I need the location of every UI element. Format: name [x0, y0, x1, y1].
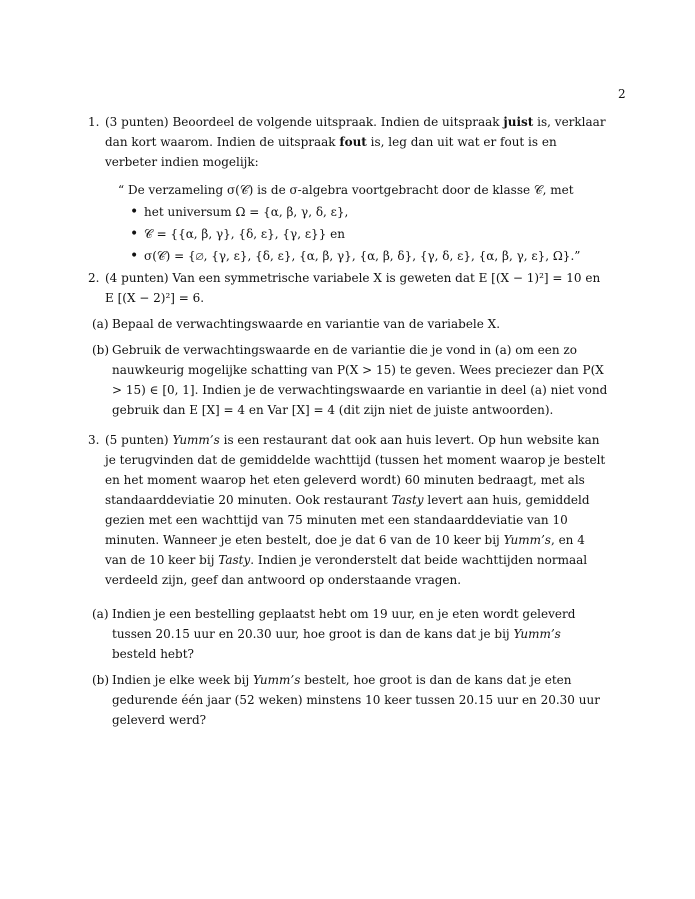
subquestion-text-part-1: Indien je een bestelling geplaatst hebt om 19 uur, en je eten wordt geleverd tussen 20.15 uur en 20.30 uur, hoe groot is dan de kans dat je bij: [112, 607, 576, 641]
text-part-2: levert aan huis, gemiddeld gezien met een wachttijd van 75 minuten met een standaarddeviatie van 10 minuten. Wanneer je eten bestelt, doe je dat 6 van de 10 keer bij: [105, 493, 590, 547]
restaurant-tasty: Tasty: [391, 493, 424, 507]
question-2-text: (4 punten) Van een symmetrische variabele X is geweten dat E [(X − 1)²] = 10 en E [(X − 2)²] = 6.: [105, 271, 601, 305]
text-part-4: . Indien je veronderstelt dat beide wachttijden normaal verdeeld zijn, geef dan antwoord op onderstaande vragen.: [105, 553, 588, 587]
subquestion-b: [88, 670, 608, 730]
question-number: 1.: [88, 115, 100, 129]
question-1: [88, 112, 608, 266]
word-juist: juist: [503, 115, 534, 129]
question-3-text: [105, 430, 608, 590]
text-part-1: is een restaurant dat ook aan huis levert. Op hun website kan je terugvinden dat de gemiddelde wachttijd (tussen het moment waarop je bestelt en het moment waarop het eten geleverd wordt) 60 minuten bedraagt, met als standaarddeviatie 20 minuten. Ook restaurant: [105, 433, 606, 507]
points: (3 punten): [105, 115, 169, 129]
question-number: 3.: [88, 433, 100, 447]
subquestion-text: Bepaal de verwachtingswaarde en variantie van de variabele X.: [112, 317, 501, 331]
restaurant-yumms: Yumm’s: [172, 433, 220, 447]
question-number: 2.: [88, 271, 100, 285]
subquestion-label: (a): [92, 607, 109, 621]
question-2: [88, 268, 608, 420]
page-number: 2: [618, 87, 626, 101]
statement-quote: [118, 180, 608, 266]
subquestion-b: [88, 340, 608, 420]
bullet-item: • het universum Ω = {α, β, γ, δ, ε},: [130, 202, 608, 222]
subquestion-a: [88, 314, 608, 334]
bullet-item: • 𝒞 = {{α, β, γ}, {δ, ε}, {γ, ε}} en: [130, 224, 608, 244]
word-fout: fout: [339, 135, 367, 149]
subquestion-label: (b): [92, 343, 110, 357]
intro-part-3: is, leg dan uit wat er fout is en verbeter indien mogelijk:: [105, 135, 557, 169]
question-1-text: [105, 112, 608, 172]
text-part-3: , en 4 van de 10 keer bij: [105, 533, 585, 567]
subquestion-label: (a): [92, 317, 109, 331]
intro-part-1: Beoordeel de volgende uitspraak. Indien de uitspraak: [172, 115, 500, 129]
quote-text: “ De verzameling σ(𝒞) is de σ-algebra voortgebracht door de klasse 𝒞, met: [118, 183, 574, 197]
subquestion-label: (b): [92, 673, 110, 687]
restaurant-yumms: Yumm’s: [513, 627, 561, 641]
question-3: [88, 430, 608, 730]
subquestion-text-part-2: besteld hebt?: [112, 647, 194, 661]
subquestion-text: Gebruik de verwachtingswaarde en de variantie die je vond in (a) om een zo nauwkeurig mogelijke schatting van P(X > 15) te geven. Wees preciezer dan P(X > 15) ∈ [0, 1]. Indien je de verwachtingswaarde en variantie in deel (a) niet vond gebruik dan E [X] = 4 en Var [X] = 4 (dit zijn niet de juiste antwoorden).: [112, 343, 608, 417]
statement-bullets: [130, 202, 608, 266]
subquestion-text-part-2: bestelt, hoe groot is dan de kans dat je eten gedurende één jaar (52 weken) minstens 10 keer tussen 20.15 uur en 20.30 uur geleverd werd?: [112, 673, 600, 727]
points: (5 punten): [105, 433, 169, 447]
restaurant-yumms: Yumm’s: [503, 533, 551, 547]
intro-part-2: is, verklaar dan kort waarom. Indien de uitspraak: [105, 115, 606, 149]
restaurant-yumms: Yumm’s: [253, 673, 301, 687]
subquestion-text-part-1: Indien je elke week bij: [112, 673, 250, 687]
bullet-item: • σ(𝒞) = {∅, {γ, ε}, {δ, ε}, {α, β, γ}, {α, β, δ}, {γ, δ, ε}, {α, β, γ, ε}, Ω}.”: [130, 246, 608, 266]
restaurant-tasty: Tasty: [218, 553, 251, 567]
subquestion-a: [88, 604, 608, 664]
